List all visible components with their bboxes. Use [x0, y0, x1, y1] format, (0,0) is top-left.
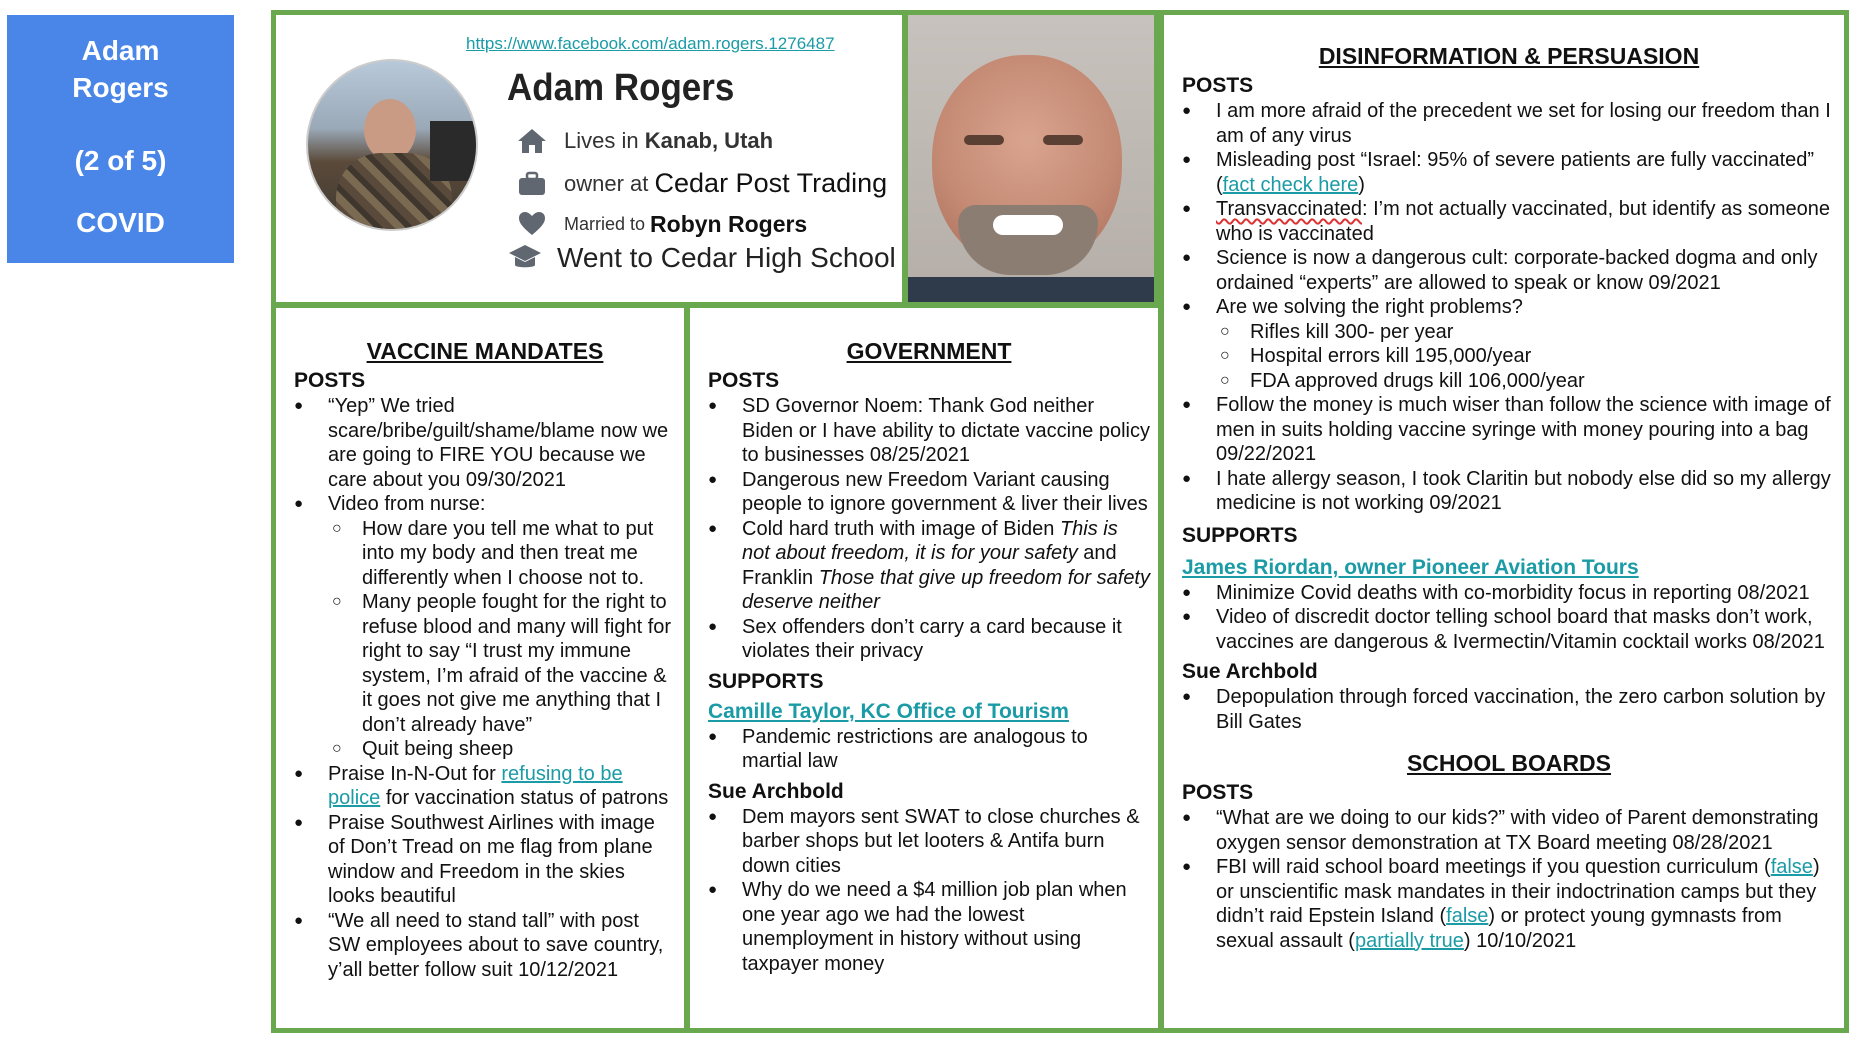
list-item: [328, 492, 676, 762]
title-box: [7, 15, 234, 263]
married-name: Robyn Rogers: [650, 210, 808, 237]
married-prefix: Married to: [564, 213, 646, 234]
list-item-text: Cold hard truth with image of Biden: [742, 517, 1060, 540]
biden-quote: This is not about freedom, it is for your safety: [742, 517, 1118, 564]
list-item: ● Depopulation through forced vaccination, the zero carbon solution by Bill Gates: [1216, 685, 1836, 734]
vaccine-posts-list: [294, 394, 676, 982]
list-item: ● Science is now a dangerous cult: corporate-backed dogma and only ordained “experts” are allowed to speak or know 09/2021: [1216, 246, 1836, 295]
owner-prefix: owner at: [564, 170, 649, 196]
disinfo-posts-list: [1182, 99, 1836, 516]
list-item-text: ): [1358, 173, 1365, 196]
list-item: ● Sex offenders don’t carry a card because it violates their privacy: [742, 615, 1150, 664]
list-item: ● “We all need to stand tall” with post SW employees about to save country, y’all better follow suit 10/12/2021: [328, 909, 676, 983]
school-posts-label: POSTS: [1182, 781, 1254, 804]
government-heading: GOVERNMENT: [846, 338, 1012, 364]
list-item: ○ Many people fought for the right to refuse blood and many will fight for right to say “I trust my immune system, I’m afraid of the vaccine & it goes not give me anything that I don’t already have”: [362, 590, 676, 737]
fact-check-link[interactable]: fact check here: [1222, 173, 1359, 196]
camille-posts-list: [708, 725, 1150, 774]
problems-sublist: [1216, 320, 1836, 394]
list-item: ● I am more afraid of the precedent we set for losing our freedom than I am of any virus: [1216, 99, 1836, 148]
vaccine-heading: VACCINE MANDATES: [366, 338, 604, 364]
disinfo-posts-label: POSTS: [1182, 74, 1254, 97]
profile-url-link[interactable]: https://www.facebook.com/adam.rogers.1276487: [466, 34, 835, 53]
heart-icon: [514, 210, 550, 238]
sue-disinfo-list: [1182, 685, 1836, 734]
list-item: ● SD Governor Noem: Thank God neither Biden or I have ability to dictate vaccine policy to businesses 08/25/2021: [742, 394, 1150, 468]
list-item: ● Follow the money is much wiser than follow the science with image of men in suits holding vaccine syringe with money pouring into a bag 09/22/2021: [1216, 393, 1836, 467]
list-item-text: Are we solving the right problems?: [1216, 296, 1523, 318]
list-item: ○ How dare you tell me what to put into my body and then treat me differently when I choose not to.: [362, 517, 676, 591]
disinformation-panel: [1159, 10, 1849, 1033]
list-item: ○ FDA approved drugs kill 106,000/year: [1250, 369, 1836, 394]
title-count: (2 of 5): [74, 145, 167, 176]
lives-row: [514, 127, 773, 155]
avatar: [306, 59, 478, 231]
lives-place: Kanab, Utah: [644, 128, 774, 153]
list-item: ● Pandemic restrictions are analogous to martial law: [742, 725, 1150, 774]
profile-name: Adam Rogers: [507, 67, 735, 109]
title-first-name: Adam: [81, 35, 160, 66]
list-item-text: ) or protect young gymnasts from sexual assault (: [1216, 905, 1782, 952]
school-heading: SCHOOL BOARDS: [1406, 750, 1612, 776]
list-item-text: Video from nurse:: [328, 493, 486, 515]
lives-prefix: Lives in: [564, 128, 639, 153]
franklin-quote: Those that give up freedom for safety deserve neither: [742, 566, 1150, 613]
married-row: [514, 210, 807, 238]
sue-archbold-label: Sue Archbold: [708, 779, 844, 803]
school-row: [507, 242, 896, 274]
title-topic: COVID: [76, 207, 165, 238]
profile-photo: [903, 10, 1159, 307]
false-link-1[interactable]: false: [1770, 856, 1813, 878]
partially-true-link[interactable]: partially true: [1354, 929, 1464, 952]
owner-company: Cedar Post Trading: [654, 168, 888, 198]
transvaccinated-word: Transvaccinated: [1216, 198, 1362, 220]
list-item-text: : I’m not actually vaccinated, but identify as someone who is vaccinated: [1216, 198, 1831, 245]
list-item: ● “What are we doing to our kids?” with video of Parent demonstrating oxygen sensor demonstration at TX Board meeting 08/28/2021: [1216, 806, 1836, 855]
list-item-text: ) or unscientific mask mandates in their indoctrination camps but they didn’t raid Epstein Island (: [1216, 856, 1820, 927]
list-item: [328, 762, 676, 811]
government-supports-label: SUPPORTS: [708, 669, 824, 693]
title-last-name: Rogers: [72, 72, 169, 103]
government-posts-label: POSTS: [708, 369, 780, 392]
disinfo-supports-label: SUPPORTS: [1182, 523, 1298, 547]
list-item: ● Dem mayors sent SWAT to close churches & barber shops but let looters & Antifa burn down cities: [742, 805, 1150, 879]
list-item: ● Praise Southwest Airlines with image of Don’t Tread on me flag from plane window and Freedom in the skies looks beautiful: [328, 811, 676, 909]
list-item: ○ Quit being sheep: [362, 737, 676, 762]
riordan-posts-list: [1182, 581, 1836, 655]
list-item: ○ Hospital errors kill 195,000/year: [1250, 344, 1836, 369]
list-item-text: FBI will raid school board meetings if you question curriculum (: [1216, 856, 1771, 878]
list-item-text: Praise In-N-Out for: [328, 762, 502, 785]
list-item: [1216, 295, 1836, 393]
list-item: ● Minimize Covid deaths with co-morbidity focus in reporting 08/2021: [1216, 581, 1836, 606]
list-item-text: for vaccination status of patrons: [380, 787, 669, 809]
list-item: ● I hate allergy season, I took Claritin but nobody else did so my allergy medicine is not working 09/2021: [1216, 467, 1836, 516]
sue-posts-list: [708, 805, 1150, 977]
list-item: ● “Yep” We tried scare/bribe/guilt/shame/blame now we are going to FIRE YOU because we care about you 09/30/2021: [328, 394, 676, 492]
list-item: [1216, 148, 1836, 197]
list-item: [1216, 855, 1836, 953]
government-posts-list: [708, 394, 1150, 664]
list-item: ● Why do we need a $4 million job plan when one year ago we had the lowest unemployment in history without using taxpayer money: [742, 878, 1150, 976]
vaccine-mandates-panel: [271, 303, 689, 1033]
government-panel: [685, 303, 1163, 1033]
sue-archbold-label: Sue Archbold: [1182, 660, 1318, 683]
school-posts-list: [1182, 806, 1836, 953]
list-item: [742, 517, 1150, 615]
james-riordan-link[interactable]: James Riordan, owner Pioneer Aviation Tours: [1182, 555, 1639, 579]
vaccine-posts-label: POSTS: [294, 369, 366, 392]
school-text: Went to Cedar High School: [557, 242, 896, 273]
false-link-2[interactable]: false: [1446, 905, 1489, 927]
list-item-text: and Franklin: [742, 542, 1117, 589]
list-item: ● Video of discredit doctor telling school board that masks don’t work, vaccines are dangerous & Ivermectin/Vitamin cocktail works 08/2021: [1216, 605, 1836, 654]
list-item-text: ) 10/10/2021: [1463, 929, 1577, 952]
owner-row: [514, 168, 887, 199]
home-icon: [514, 127, 550, 155]
list-item-text: Misleading post “Israel: 95% of severe patients are fully vaccinated” (: [1216, 149, 1815, 196]
refusing-police-link[interactable]: refusing to be police: [328, 762, 623, 809]
briefcase-icon: [514, 170, 550, 198]
nurse-sublist: [328, 517, 676, 762]
list-item: [1216, 197, 1836, 246]
profile-card: [271, 10, 907, 307]
list-item: ○ Rifles kill 300- per year: [1250, 320, 1836, 345]
camille-taylor-link[interactable]: Camille Taylor, KC Office of Tourism: [708, 699, 1069, 723]
disinfo-heading: DISINFORMATION & PERSUASION: [1318, 43, 1700, 69]
graduation-cap-icon: [507, 244, 543, 272]
list-item: ● Dangerous new Freedom Variant causing people to ignore government & liver their lives: [742, 468, 1150, 517]
